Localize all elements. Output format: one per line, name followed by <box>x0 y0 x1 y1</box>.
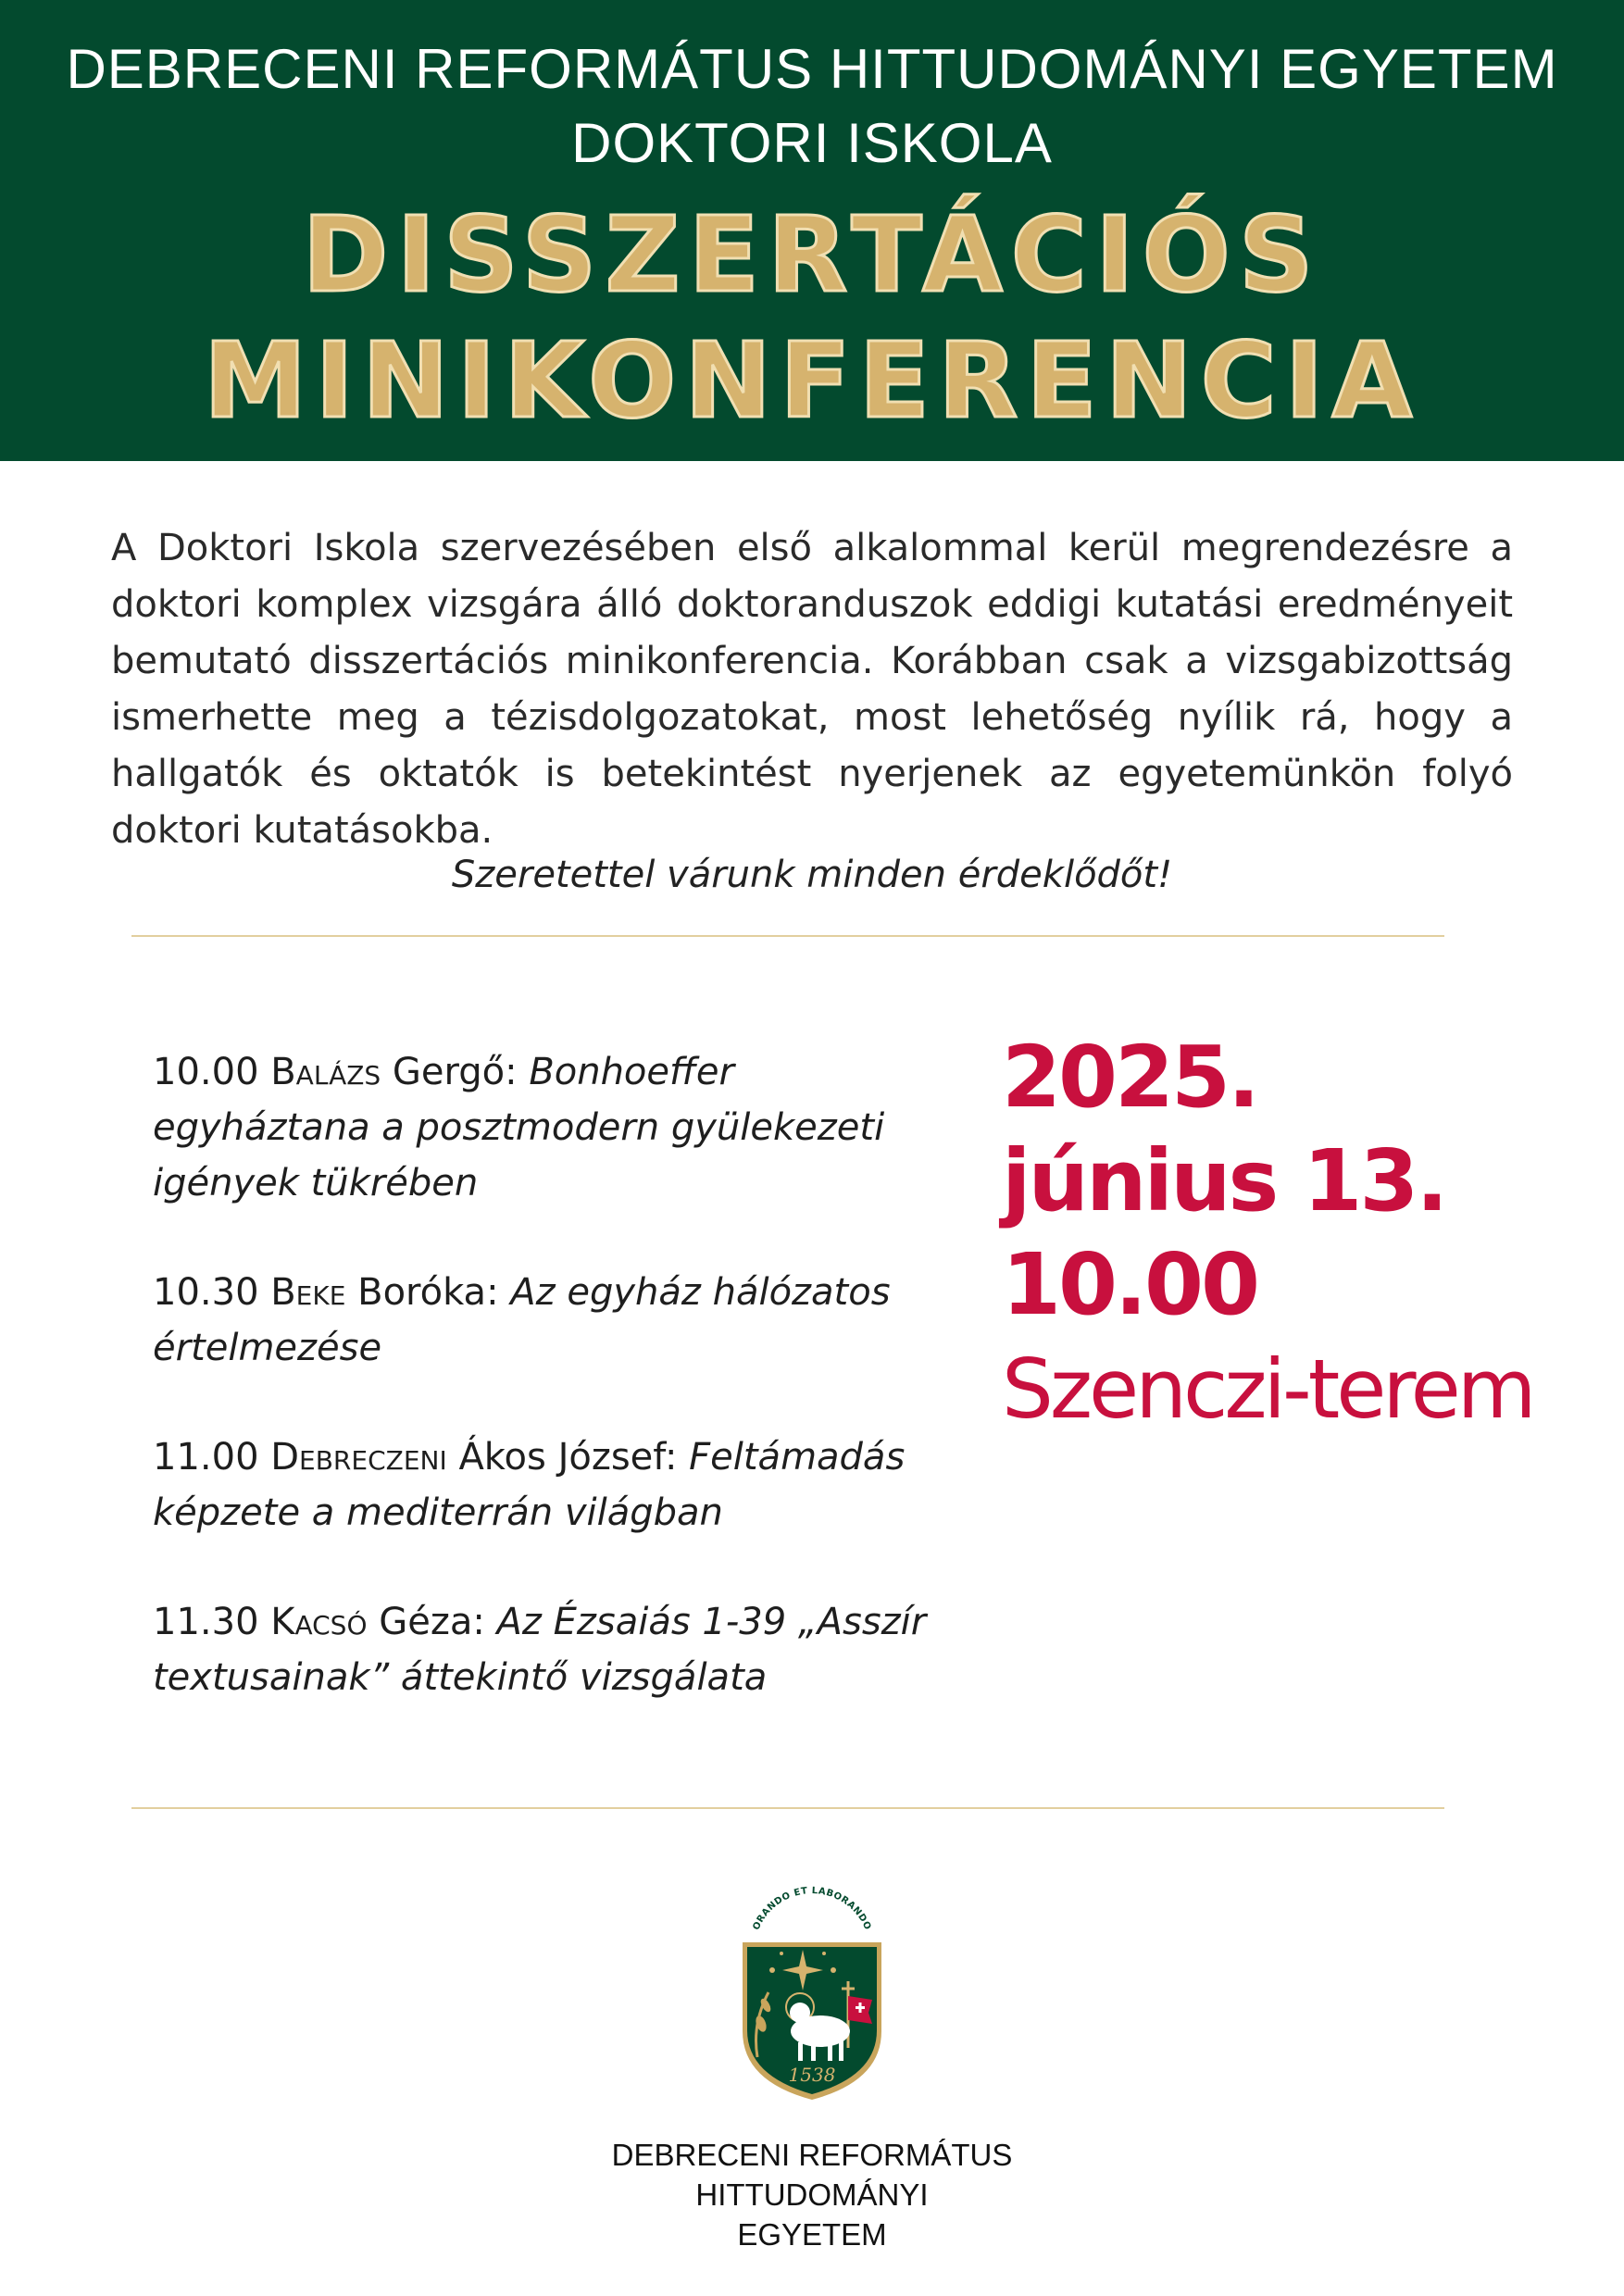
event-details <box>1002 1026 1533 1441</box>
talk-title: Az egyház hálózatos értelmezése <box>153 1271 891 1369</box>
talk-time: 10.30 <box>153 1271 259 1314</box>
talk-speaker-firstname: Géza: <box>379 1601 485 1643</box>
talk-item <box>153 1044 958 1211</box>
footer-line-2: HITTUDOMÁNYI <box>695 2177 929 2212</box>
crest-year: 1538 <box>788 2064 836 2086</box>
talk-speaker-lastname: Beke <box>270 1271 346 1314</box>
talk-title: Az Ézsaiás 1-39 „Asszír textusainak” áttekintő vizsgálata <box>153 1601 927 1699</box>
event-time: 10.00 <box>1002 1235 1258 1334</box>
talk-speaker-firstname: Boróka: <box>357 1271 499 1314</box>
talk-time: 11.00 <box>153 1436 259 1479</box>
talk-item <box>153 1594 958 1705</box>
university-crest-icon <box>737 1885 887 2103</box>
talk-speaker-lastname: Kacsó <box>270 1601 368 1643</box>
crest-motto: ORANDO ET LABORANDO <box>751 1885 873 1932</box>
talk-speaker-lastname: Balázs <box>270 1051 381 1093</box>
talk-speaker-firstname: Gergő: <box>392 1051 518 1093</box>
title-line-2: MINIKONFERENCIA <box>203 321 1421 442</box>
talk-speaker-lastname: Debreczeni <box>270 1436 447 1479</box>
doctoral-school-name: DOKTORI ISKOLA <box>571 112 1053 174</box>
event-year: 2025. <box>1002 1028 1258 1127</box>
talk-title: Feltámadás képzete a mediterrán világban <box>153 1436 906 1534</box>
talk-title: Bonhoeffer egyháztana a posztmodern gyülekezeti igények tükrében <box>153 1051 885 1204</box>
footer-university-name <box>0 2135 1624 2254</box>
talk-time: 10.00 <box>153 1051 259 1093</box>
title-line-1: DISSZERTÁCIÓS <box>302 195 1322 316</box>
footer-line-3: EGYETEM <box>737 2217 887 2252</box>
divider-bottom <box>131 1807 1444 1809</box>
talk-time: 11.30 <box>153 1601 259 1643</box>
footer-line-1: DEBRECENI REFORMÁTUS <box>611 2138 1013 2172</box>
divider-top <box>131 935 1444 937</box>
talk-speaker-firstname: Ákos József: <box>458 1436 678 1479</box>
university-name: DEBRECENI REFORMÁTUS HITTUDOMÁNYI EGYETEM <box>66 38 1558 100</box>
intro-paragraph: A Doktori Iskola szervezésében első alkalommal kerül megrendezésre a doktori komplex vizsgára álló doktoranduszok eddigi kutatási eredményeit bemutató disszertációs minikonferencia. Korábban csak a vizsgabizottság ismerhette meg a tézisdolgozatokat, most lehetőség nyílik rá, hogy a hallgatók és oktatók is betekintést nyerjenek az egyetemünkön folyó doktori kutatásokba. <box>111 527 1513 852</box>
event-day: június 13. <box>1002 1131 1446 1230</box>
event-room: Szenczi-terem <box>1002 1341 1533 1437</box>
svg-text:ORANDO ET LABORANDO <box>751 1886 872 1932</box>
talk-item <box>153 1265 958 1376</box>
welcome-line: Szeretettel várunk minden érdeklődőt! <box>451 854 1173 896</box>
talk-item <box>153 1429 958 1541</box>
program-list <box>153 1044 958 1759</box>
header-banner <box>0 0 1624 461</box>
